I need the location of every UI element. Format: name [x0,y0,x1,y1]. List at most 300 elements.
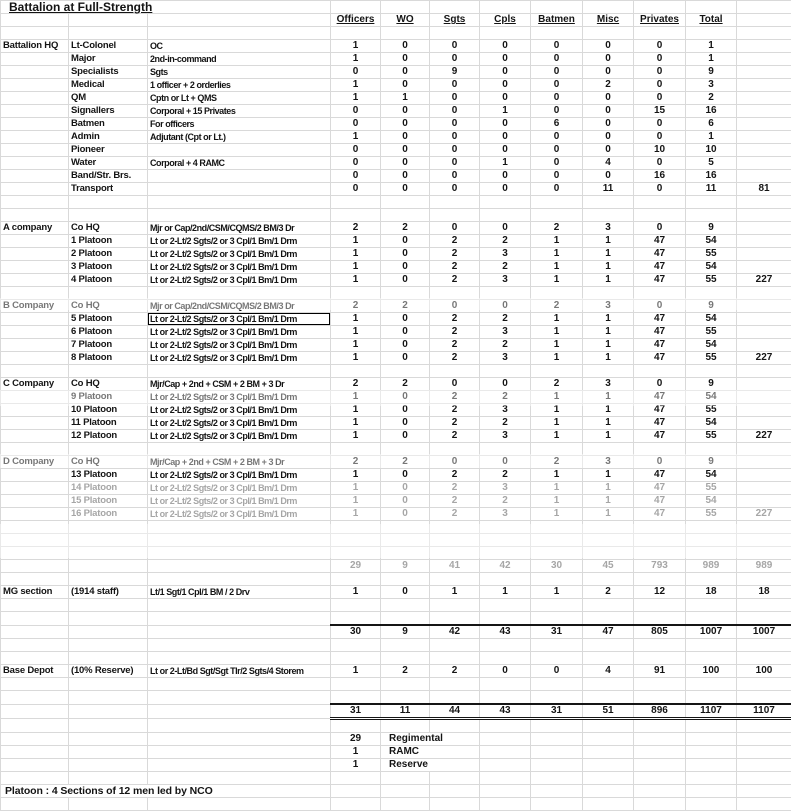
cell-G33[interactable]: 2 [480,417,531,430]
cell-B4[interactable]: Lt-Colonel [69,40,148,53]
cell-D4[interactable]: 1 [331,40,381,53]
cell-E6[interactable]: 0 [381,66,430,79]
cell-F17[interactable] [430,209,480,222]
cell-F25[interactable]: 2 [430,313,480,326]
cell-I37[interactable]: 1 [583,469,634,482]
cell-D19[interactable]: 1 [331,235,381,248]
cell-H21[interactable]: 1 [531,261,583,274]
cell-G46[interactable]: 1 [480,586,531,599]
cell-D53[interactable] [331,678,381,691]
cell-K3[interactable] [686,27,737,40]
cell-B50[interactable] [69,639,148,652]
cell-G59[interactable] [480,759,531,772]
cell-E15[interactable]: 0 [381,183,430,196]
cell-A4[interactable]: Battalion HQ [1,40,69,53]
cell-K15[interactable]: 11 [686,183,737,196]
cell-B55[interactable] [69,704,148,719]
cell-I40[interactable]: 1 [583,508,634,521]
cell-G40[interactable]: 3 [480,508,531,521]
cell-H36[interactable]: 2 [531,456,583,469]
cell-I29[interactable] [583,365,634,378]
cell-E19[interactable]: 0 [381,235,430,248]
cell-J48[interactable] [634,612,686,626]
cell-D38[interactable]: 1 [331,482,381,495]
cell-B30[interactable]: Co HQ [69,378,148,391]
cell-F49[interactable]: 42 [430,625,480,639]
cell-F33[interactable]: 2 [430,417,480,430]
cell-L10[interactable] [737,118,791,131]
cell-D18[interactable]: 2 [331,222,381,235]
cell-K55[interactable]: 1107 [686,704,737,719]
cell-J11[interactable]: 0 [634,131,686,144]
cell-E50[interactable] [381,639,430,652]
cell-E33[interactable]: 0 [381,417,430,430]
cell-F45[interactable] [430,573,480,586]
cell-G18[interactable]: 0 [480,222,531,235]
cell-C23[interactable] [148,287,331,300]
cell-F27[interactable]: 2 [430,339,480,352]
cell-L36[interactable] [737,456,791,469]
cell-H47[interactable] [531,599,583,612]
cell-L52[interactable]: 100 [737,665,791,678]
cell-G37[interactable]: 2 [480,469,531,482]
cell-I17[interactable] [583,209,634,222]
cell-G29[interactable] [480,365,531,378]
cell-A57[interactable] [1,733,69,746]
cell-H46[interactable]: 1 [531,586,583,599]
cell-D25[interactable]: 1 [331,313,381,326]
cell-C20[interactable]: Lt or 2-Lt/2 Sgts/2 or 3 Cpl/1 Bm/1 Drm [148,248,331,261]
cell-D39[interactable]: 1 [331,495,381,508]
cell-I27[interactable]: 1 [583,339,634,352]
cell-J40[interactable]: 47 [634,508,686,521]
cell-C43[interactable] [148,547,331,560]
cell-J10[interactable]: 0 [634,118,686,131]
cell-C55[interactable] [148,704,331,719]
cell-C26[interactable]: Lt or 2-Lt/2 Sgts/2 or 3 Cpl/1 Bm/1 Drm [148,326,331,339]
cell-G48[interactable] [480,612,531,626]
cell-H11[interactable]: 0 [531,131,583,144]
column-header-total[interactable]: Total [686,14,737,27]
cell-B22[interactable]: 4 Platoon [69,274,148,287]
cell-E1[interactable] [381,1,430,14]
cell-E35[interactable] [381,443,430,456]
cell-D14[interactable]: 0 [331,170,381,183]
cell-F34[interactable]: 2 [430,430,480,443]
column-header-officers[interactable]: Officers [331,14,381,27]
cell-I43[interactable] [583,547,634,560]
cell-J56[interactable] [634,719,686,733]
cell-G23[interactable] [480,287,531,300]
cell-G12[interactable]: 0 [480,144,531,157]
cell-G57[interactable] [480,733,531,746]
cell-F4[interactable]: 0 [430,40,480,53]
cell-H1[interactable] [531,1,583,14]
cell-H45[interactable] [531,573,583,586]
cell-I34[interactable]: 1 [583,430,634,443]
cell-F9[interactable]: 0 [430,105,480,118]
cell-I53[interactable] [583,678,634,691]
cell-L59[interactable] [737,759,791,772]
cell-L23[interactable] [737,287,791,300]
cell-D26[interactable]: 1 [331,326,381,339]
cell-I33[interactable]: 1 [583,417,634,430]
cell-K34[interactable]: 55 [686,430,737,443]
cell-H13[interactable]: 0 [531,157,583,170]
cell-I5[interactable]: 0 [583,53,634,66]
cell-G7[interactable]: 0 [480,79,531,92]
cell-J5[interactable]: 0 [634,53,686,66]
cell-B24[interactable]: Co HQ [69,300,148,313]
cell-A36[interactable]: D Company [1,456,69,469]
cell-A39[interactable] [1,495,69,508]
cell-H22[interactable]: 1 [531,274,583,287]
cell-I8[interactable]: 0 [583,92,634,105]
cell-E56[interactable] [381,719,430,733]
cell-G9[interactable]: 1 [480,105,531,118]
summary-value-57[interactable]: 29 [331,733,381,746]
cell-B39[interactable]: 15 Platoon [69,495,148,508]
cell-L14[interactable] [737,170,791,183]
cell-B38[interactable]: 14 Platoon [69,482,148,495]
cell-G49[interactable]: 43 [480,625,531,639]
cell-H39[interactable]: 1 [531,495,583,508]
cell-A15[interactable] [1,183,69,196]
cell-H61[interactable] [531,785,583,798]
cell-G28[interactable]: 3 [480,352,531,365]
cell-F19[interactable]: 2 [430,235,480,248]
cell-E21[interactable]: 0 [381,261,430,274]
cell-E40[interactable]: 0 [381,508,430,521]
cell-K24[interactable]: 9 [686,300,737,313]
cell-K35[interactable] [686,443,737,456]
cell-K29[interactable] [686,365,737,378]
cell-G14[interactable]: 0 [480,170,531,183]
cell-E24[interactable]: 2 [381,300,430,313]
cell-C37[interactable]: Lt or 2-Lt/2 Sgts/2 or 3 Cpl/1 Bm/1 Drm [148,469,331,482]
cell-A45[interactable] [1,573,69,586]
cell-L37[interactable] [737,469,791,482]
cell-G21[interactable]: 2 [480,261,531,274]
cell-G45[interactable] [480,573,531,586]
cell-E34[interactable]: 0 [381,430,430,443]
cell-K57[interactable] [686,733,737,746]
cell-F55[interactable]: 44 [430,704,480,719]
cell-D12[interactable]: 0 [331,144,381,157]
cell-L17[interactable] [737,209,791,222]
cell-H52[interactable]: 0 [531,665,583,678]
cell-A18[interactable]: A company [1,222,69,235]
cell-K61[interactable] [686,785,737,798]
cell-B35[interactable] [69,443,148,456]
cell-A22[interactable] [1,274,69,287]
summary-value-58[interactable]: 1 [331,746,381,759]
cell-F43[interactable] [430,547,480,560]
cell-G6[interactable]: 0 [480,66,531,79]
cell-K50[interactable] [686,639,737,652]
cell-G35[interactable] [480,443,531,456]
cell-E30[interactable]: 2 [381,378,430,391]
cell-E10[interactable]: 0 [381,118,430,131]
cell-G30[interactable]: 0 [480,378,531,391]
cell-L4[interactable] [737,40,791,53]
cell-I25[interactable]: 1 [583,313,634,326]
cell-L32[interactable] [737,404,791,417]
cell-I19[interactable]: 1 [583,235,634,248]
cell-E18[interactable]: 2 [381,222,430,235]
cell-F40[interactable]: 2 [430,508,480,521]
cell-H23[interactable] [531,287,583,300]
cell-C38[interactable]: Lt or 2-Lt/2 Sgts/2 or 3 Cpl/1 Bm/1 Drm [148,482,331,495]
cell-A13[interactable] [1,157,69,170]
cell-B40[interactable]: 16 Platoon [69,508,148,521]
cell-B26[interactable]: 6 Platoon [69,326,148,339]
cell-K26[interactable]: 55 [686,326,737,339]
cell-F61[interactable] [430,785,480,798]
cell-I22[interactable]: 1 [583,274,634,287]
cell-A16[interactable] [1,196,69,209]
cell-L48[interactable] [737,612,791,626]
cell-E55[interactable]: 11 [381,704,430,719]
cell-A29[interactable] [1,365,69,378]
cell-C3[interactable] [148,27,331,40]
cell-L22[interactable]: 227 [737,274,791,287]
cell-G34[interactable]: 3 [480,430,531,443]
cell-L16[interactable] [737,196,791,209]
cell-E23[interactable] [381,287,430,300]
cell-L6[interactable] [737,66,791,79]
cell-K46[interactable]: 18 [686,586,737,599]
cell-F30[interactable]: 0 [430,378,480,391]
cell-J1[interactable] [634,1,686,14]
cell-A32[interactable] [1,404,69,417]
cell-K19[interactable]: 54 [686,235,737,248]
cell-E7[interactable]: 0 [381,79,430,92]
cell-F42[interactable] [430,534,480,547]
cell-J51[interactable] [634,652,686,665]
cell-F16[interactable] [430,196,480,209]
cell-L13[interactable] [737,157,791,170]
cell-F29[interactable] [430,365,480,378]
cell-B15[interactable]: Transport [69,183,148,196]
cell-F56[interactable] [430,719,480,733]
cell-C18[interactable]: Mjr or Cap/2nd/CSM/CQMS/2 BM/3 Dr [148,222,331,235]
cell-J37[interactable]: 47 [634,469,686,482]
cell-A50[interactable] [1,639,69,652]
cell-B32[interactable]: 10 Platoon [69,404,148,417]
cell-D13[interactable]: 0 [331,157,381,170]
cell-A60[interactable] [1,772,69,785]
cell-H4[interactable]: 0 [531,40,583,53]
cell-L12[interactable] [737,144,791,157]
cell-K27[interactable]: 54 [686,339,737,352]
cell-C41[interactable] [148,521,331,534]
cell-J38[interactable]: 47 [634,482,686,495]
cell-H58[interactable] [531,746,583,759]
cell-B41[interactable] [69,521,148,534]
cell-D6[interactable]: 0 [331,66,381,79]
cell-L28[interactable]: 227 [737,352,791,365]
cell-D37[interactable]: 1 [331,469,381,482]
cell-I23[interactable] [583,287,634,300]
cell-K23[interactable] [686,287,737,300]
cell-G3[interactable] [480,27,531,40]
cell-D45[interactable] [331,573,381,586]
cell-C56[interactable] [148,719,331,733]
cell-C8[interactable]: Cptn or Lt + QMS [148,92,331,105]
cell-G26[interactable]: 3 [480,326,531,339]
cell-B31[interactable]: 9 Platoon [69,391,148,404]
cell-C19[interactable]: Lt or 2-Lt/2 Sgts/2 or 3 Cpl/1 Bm/1 Drm [148,235,331,248]
cell-H14[interactable]: 0 [531,170,583,183]
cell-L41[interactable] [737,521,791,534]
cell-I6[interactable]: 0 [583,66,634,79]
cell-B12[interactable]: Pioneer [69,144,148,157]
cell-I39[interactable]: 1 [583,495,634,508]
cell-A44[interactable] [1,560,69,573]
cell-I49[interactable]: 47 [583,625,634,639]
cell-J33[interactable]: 47 [634,417,686,430]
cell-E53[interactable] [381,678,430,691]
cell-A55[interactable] [1,704,69,719]
cell-L43[interactable] [737,547,791,560]
cell-I56[interactable] [583,719,634,733]
cell-L46[interactable]: 18 [737,586,791,599]
cell-K4[interactable]: 1 [686,40,737,53]
cell-C14[interactable] [148,170,331,183]
cell-J49[interactable]: 805 [634,625,686,639]
cell-D51[interactable] [331,652,381,665]
sheet-title[interactable]: Battalion at Full-Strength [1,1,331,14]
cell-F8[interactable]: 0 [430,92,480,105]
cell-B49[interactable] [69,625,148,639]
cell-I4[interactable]: 0 [583,40,634,53]
cell-F31[interactable]: 2 [430,391,480,404]
cell-B54[interactable] [69,691,148,705]
cell-D54[interactable] [331,691,381,705]
cell-L60[interactable] [737,772,791,785]
cell-H25[interactable]: 1 [531,313,583,326]
cell-L30[interactable] [737,378,791,391]
cell-L51[interactable] [737,652,791,665]
cell-B9[interactable]: Signallers [69,105,148,118]
cell-G62[interactable] [480,798,531,811]
cell-C29[interactable] [148,365,331,378]
cell-L3[interactable] [737,27,791,40]
cell-H53[interactable] [531,678,583,691]
cell-H35[interactable] [531,443,583,456]
cell-I57[interactable] [583,733,634,746]
cell-C2[interactable] [148,14,331,27]
cell-B57[interactable] [69,733,148,746]
cell-B51[interactable] [69,652,148,665]
cell-B13[interactable]: Water [69,157,148,170]
cell-C58[interactable] [148,746,331,759]
cell-C28[interactable]: Lt or 2-Lt/2 Sgts/2 or 3 Cpl/1 Bm/1 Drm [148,352,331,365]
cell-K54[interactable] [686,691,737,705]
cell-J46[interactable]: 12 [634,586,686,599]
cell-L7[interactable] [737,79,791,92]
cell-B44[interactable] [69,560,148,573]
cell-D46[interactable]: 1 [331,586,381,599]
cell-I20[interactable]: 1 [583,248,634,261]
column-header-cpls[interactable]: Cpls [480,14,531,27]
cell-C62[interactable] [148,798,331,811]
cell-I41[interactable] [583,521,634,534]
cell-J8[interactable]: 0 [634,92,686,105]
cell-J17[interactable] [634,209,686,222]
cell-G38[interactable]: 3 [480,482,531,495]
cell-B17[interactable] [69,209,148,222]
cell-I58[interactable] [583,746,634,759]
cell-F60[interactable] [430,772,480,785]
cell-H55[interactable]: 31 [531,704,583,719]
cell-H57[interactable] [531,733,583,746]
cell-I26[interactable]: 1 [583,326,634,339]
cell-B42[interactable] [69,534,148,547]
cell-J58[interactable] [634,746,686,759]
cell-J57[interactable] [634,733,686,746]
cell-E52[interactable]: 2 [381,665,430,678]
cell-B3[interactable] [69,27,148,40]
cell-C17[interactable] [148,209,331,222]
cell-D47[interactable] [331,599,381,612]
cell-K38[interactable]: 55 [686,482,737,495]
cell-B43[interactable] [69,547,148,560]
cell-E62[interactable] [381,798,430,811]
cell-D7[interactable]: 1 [331,79,381,92]
cell-H19[interactable]: 1 [531,235,583,248]
cell-L1[interactable] [737,1,791,14]
cell-E16[interactable] [381,196,430,209]
cell-I12[interactable]: 0 [583,144,634,157]
cell-A56[interactable] [1,719,69,733]
cell-A35[interactable] [1,443,69,456]
cell-H43[interactable] [531,547,583,560]
cell-A14[interactable] [1,170,69,183]
cell-I3[interactable] [583,27,634,40]
cell-C10[interactable]: For officers [148,118,331,131]
cell-H28[interactable]: 1 [531,352,583,365]
cell-K62[interactable] [686,798,737,811]
cell-H34[interactable]: 1 [531,430,583,443]
cell-L47[interactable] [737,599,791,612]
cell-A40[interactable] [1,508,69,521]
cell-C9[interactable]: Corporal + 15 Privates [148,105,331,118]
cell-K10[interactable]: 6 [686,118,737,131]
cell-B29[interactable] [69,365,148,378]
cell-L61[interactable] [737,785,791,798]
cell-A38[interactable] [1,482,69,495]
cell-F53[interactable] [430,678,480,691]
cell-A41[interactable] [1,521,69,534]
cell-D40[interactable]: 1 [331,508,381,521]
cell-G19[interactable]: 2 [480,235,531,248]
cell-D41[interactable] [331,521,381,534]
cell-C45[interactable] [148,573,331,586]
cell-H49[interactable]: 31 [531,625,583,639]
cell-K12[interactable]: 10 [686,144,737,157]
column-header-wo[interactable]: WO [381,14,430,27]
cell-F13[interactable]: 0 [430,157,480,170]
cell-K18[interactable]: 9 [686,222,737,235]
cell-F44[interactable]: 41 [430,560,480,573]
cell-G53[interactable] [480,678,531,691]
cell-D31[interactable]: 1 [331,391,381,404]
cell-J47[interactable] [634,599,686,612]
cell-A43[interactable] [1,547,69,560]
cell-F10[interactable]: 0 [430,118,480,131]
